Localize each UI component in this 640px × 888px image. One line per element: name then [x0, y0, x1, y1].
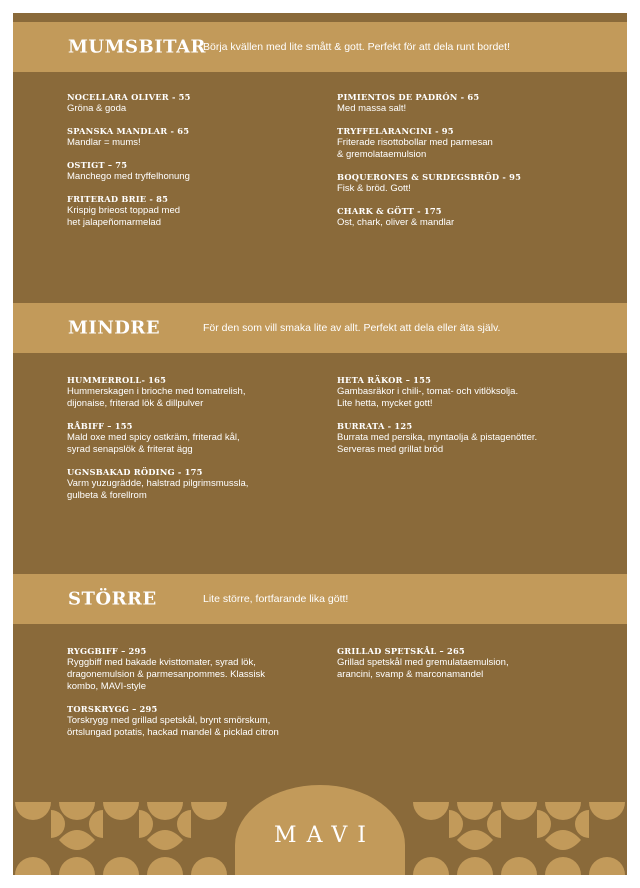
menu-item-description: Fisk & bröd. Gott! [337, 183, 411, 194]
menu-item [67, 703, 327, 739]
menu-item-description: Med massa salt! [337, 103, 407, 114]
menu-item [337, 125, 597, 161]
menu-item-description: Gröna & goda [67, 103, 127, 114]
menu-item-description: Manchego med tryffelhonung [67, 171, 190, 182]
menu-item [67, 420, 327, 456]
menu-item-description: Friterade risottobollar med parmesan & gremolataemulsion [337, 137, 493, 160]
menu-item-title: HETA RÄKOR – 155 [337, 375, 432, 385]
mavi-logo: MAVI [274, 823, 376, 848]
section-header-storre [13, 574, 627, 624]
section-title: MINDRE [68, 317, 161, 339]
menu-item [67, 125, 327, 149]
menu-item-title: UGNSBAKAD RÖDING - 175 [67, 467, 203, 477]
menu-item-title: PIMIENTOS DE PADRÓN - 65 [337, 92, 480, 102]
menu-item [67, 193, 327, 229]
menu-column-left [67, 91, 327, 239]
menu-item-description: Gambasräkor i chili-, tomat- och vitlöksolja. Lite hetta, mycket gott! [337, 386, 519, 409]
section-header-mumsbitar [13, 22, 627, 72]
menu-item-title: OSTIGT – 75 [67, 160, 128, 170]
menu-column-right [337, 91, 597, 239]
menu-item [337, 645, 597, 681]
menu-item [67, 645, 327, 693]
menu-column-right [337, 374, 597, 466]
menu-item-description: Mandlar = mums! [67, 137, 141, 148]
section-title: STÖRRE [68, 588, 157, 610]
menu-item-title: NOCELLARA OLIVER - 55 [67, 92, 191, 102]
menu-item-title: TORSKRYGG – 295 [67, 704, 158, 714]
menu-item-title: BURRATA - 125 [337, 421, 413, 431]
menu-page [13, 13, 627, 875]
menu-column-left [67, 645, 327, 749]
menu-item-description: Burrata med persika, myntaolja & pistagenötter. Serveras med grillat bröd [337, 432, 538, 455]
menu-item [337, 91, 597, 115]
menu-item-title: BOQUERONES & SURDEGSBRÖD - 95 [337, 172, 522, 182]
menu-column-right [337, 645, 597, 691]
menu-item [337, 420, 597, 456]
menu-item [67, 466, 327, 502]
section-title: MUMSBITAR [68, 36, 207, 58]
menu-item [337, 374, 597, 410]
menu-item-description: Krispig brieost toppad med het jalapeñomarmelad [67, 205, 181, 228]
menu-item-description: Varm yuzugrädde, halstrad pilgrimsmussla, gulbeta & forellrom [67, 478, 249, 501]
section-header-mindre [13, 303, 627, 353]
menu-item-title: RÅBIFF – 155 [67, 421, 133, 431]
menu-item-description: Torskrygg med grillad spetskål, brynt smörskum, örtslungad potatis, hackad mandel & picklad citron [67, 715, 279, 738]
menu-item-title: SPANSKA MANDLAR - 65 [67, 126, 190, 136]
menu-item-title: RYGGBIFF – 295 [67, 646, 147, 656]
menu-item-description: Grillad spetskål med gremulataemulsion, arancini, svamp & marconamandel [337, 657, 509, 680]
footer-pattern [13, 785, 627, 875]
menu-item [337, 205, 597, 229]
menu-item-description: Ryggbiff med bakade kvisttomater, syrad lök, dragonemulsion & parmesanpommes. Klassisk kombo, MAVI-style [67, 657, 266, 692]
menu-item [337, 171, 597, 195]
menu-item [67, 374, 327, 410]
section-subtitle: Lite större, fortfarande lika gött! [203, 593, 349, 605]
menu-item-description: Hummerskagen i brioche med tomatrelish, dijonaise, friterad lök & dillpulver [67, 386, 246, 409]
menu-item-description: Ost, chark, oliver & mandlar [337, 217, 455, 228]
menu-item-description: Mald oxe med spicy ostkräm, friterad kål, syrad senapslök & friterat ägg [67, 432, 240, 455]
menu-item-title: TRYFFELARANCINI - 95 [337, 126, 454, 136]
menu-item [67, 159, 327, 183]
menu-item-title: HUMMERROLL- 165 [67, 375, 167, 385]
section-subtitle: För den som vill smaka lite av allt. Perfekt att dela eller äta själv. [203, 322, 501, 334]
menu-item-title: FRITERAD BRIE - 85 [67, 194, 169, 204]
section-subtitle: Börja kvällen med lite smått & gott. Perfekt för att dela runt bordet! [203, 41, 510, 53]
menu-item-title: CHARK & GÖTT - 175 [337, 206, 442, 216]
menu-item-title: GRILLAD SPETSKÅL – 265 [337, 646, 465, 656]
menu-column-left [67, 374, 327, 512]
menu-item [67, 91, 327, 115]
